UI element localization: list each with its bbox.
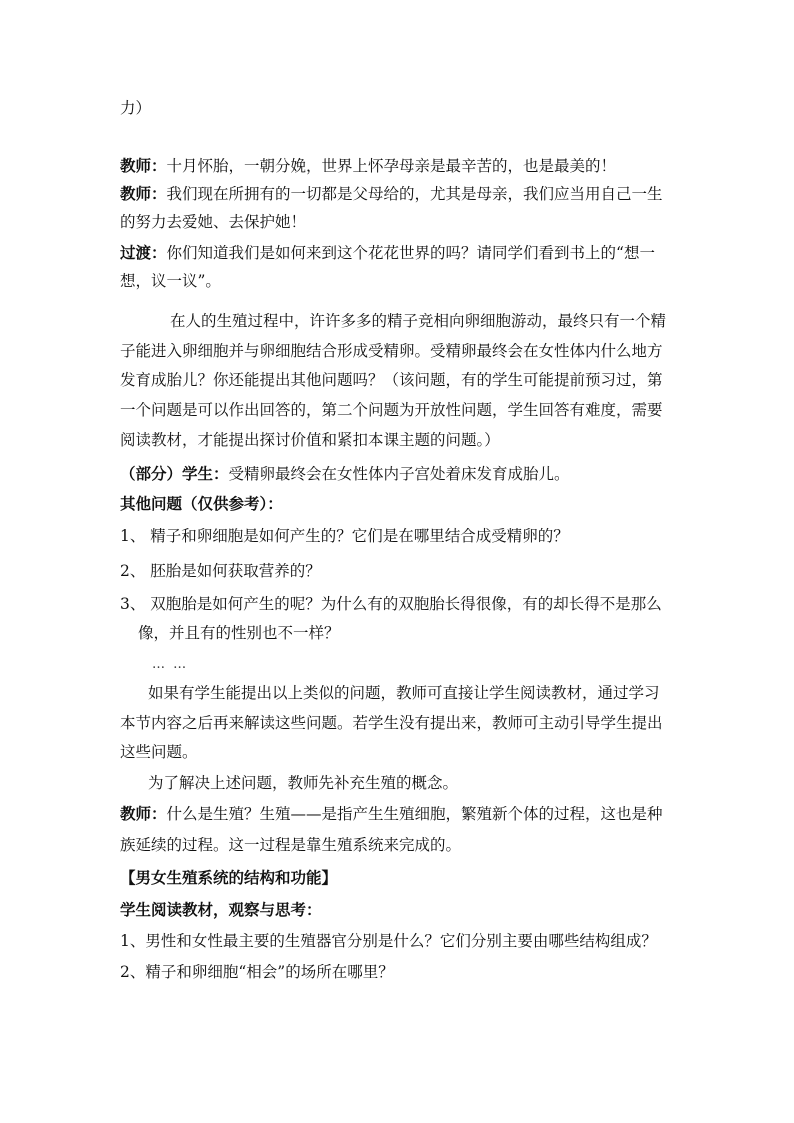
line-text: 我们现在所拥有的一切都是父母给的，尤其是母亲，我们应当用自己一生 bbox=[166, 185, 663, 203]
speaker-label: 教师： bbox=[120, 184, 167, 203]
list-item: 3、 双胞胎是如何产生的呢？为什么有的双胞胎长得很像，有的却长得不是那么 bbox=[120, 595, 662, 613]
section-heading: 学生阅读教材，观察与思考： bbox=[120, 900, 322, 919]
speaker-label: （部分）学生： bbox=[120, 464, 229, 483]
line-text: 十月怀胎，一朝分娩，世界上怀孕母亲是最辛苦的，也是最美的！ bbox=[166, 157, 617, 175]
text-line bbox=[120, 154, 616, 178]
text-line: 一个问题是可以作出回答的，第二个问题为开放性问题，学生回答有难度，需要 bbox=[120, 401, 663, 419]
line-text: 受精卵最终会在女性体内子宫处着床发育成胎儿。 bbox=[228, 465, 570, 483]
text-line: 如果有学生能提出以上类似的问题，教师可直接让学生阅读教材，通过学习 bbox=[148, 684, 660, 702]
text-line bbox=[120, 241, 655, 265]
list-item: 1、男性和女性最主要的生殖器官分别是什么？它们分别主要由哪些结构组成？ bbox=[120, 932, 657, 950]
text-line: 为了解决上述问题，教师先补充生殖的概念。 bbox=[148, 774, 459, 792]
speaker-label: 过渡： bbox=[120, 243, 167, 262]
text-line: 发育成胎儿？你还能提出其他问题吗？（该问题，有的学生可能提前预习过，第 bbox=[120, 371, 663, 389]
line-text: 什么是生殖？生殖——是指产生生殖细胞，繁殖新个体的过程，这也是种 bbox=[166, 805, 663, 823]
text-line: 力） bbox=[120, 99, 152, 117]
section-heading: 其他问题（仅供参考）： bbox=[120, 494, 283, 513]
speaker-label: 教师： bbox=[120, 156, 167, 175]
line-text: 你们知道我们是如何来到这个花花世界的吗？请同学们看到书上的“想一 bbox=[166, 244, 655, 262]
ellipsis: … … bbox=[152, 657, 189, 672]
list-item: 1、 精子和卵细胞是如何产生的？它们是在哪里结合成受精卵的？ bbox=[120, 527, 569, 545]
text-line: 这些问题。 bbox=[120, 743, 198, 761]
text-line bbox=[120, 462, 570, 486]
text-line: 在人的生殖过程中，许许多多的精子竞相向卵细胞游动，最终只有一个精 bbox=[170, 312, 667, 330]
text-line: 本节内容之后再来解读这些问题。若学生没有提出来，教师可主动引导学生提出 bbox=[120, 714, 663, 732]
text-line bbox=[120, 802, 663, 826]
text-line: 阅读教材，才能提出探讨价值和紧扣本课主题的问题。） bbox=[120, 431, 500, 449]
list-item-continuation: 像，并且有的性别也不一样？ bbox=[138, 624, 340, 642]
text-line: 想，议一议”。 bbox=[120, 272, 221, 290]
section-heading: 【男女生殖系统的结构和功能】 bbox=[120, 868, 338, 887]
speaker-label: 教师： bbox=[120, 804, 167, 823]
text-line: 族延续的过程。这一过程是靠生殖系统来完成的。 bbox=[120, 836, 462, 854]
list-item: 2、 胚胎是如何获取营养的？ bbox=[120, 562, 321, 580]
text-line bbox=[120, 182, 663, 206]
text-line: 子能进入卵细胞并与卵细胞结合形成受精卵。受精卵最终会在女性体内什么地方 bbox=[120, 342, 663, 360]
list-item: 2、精子和卵细胞“相会”的场所在哪里？ bbox=[120, 963, 394, 981]
text-line: 的努力去爱她、去保护她！ bbox=[120, 213, 307, 231]
